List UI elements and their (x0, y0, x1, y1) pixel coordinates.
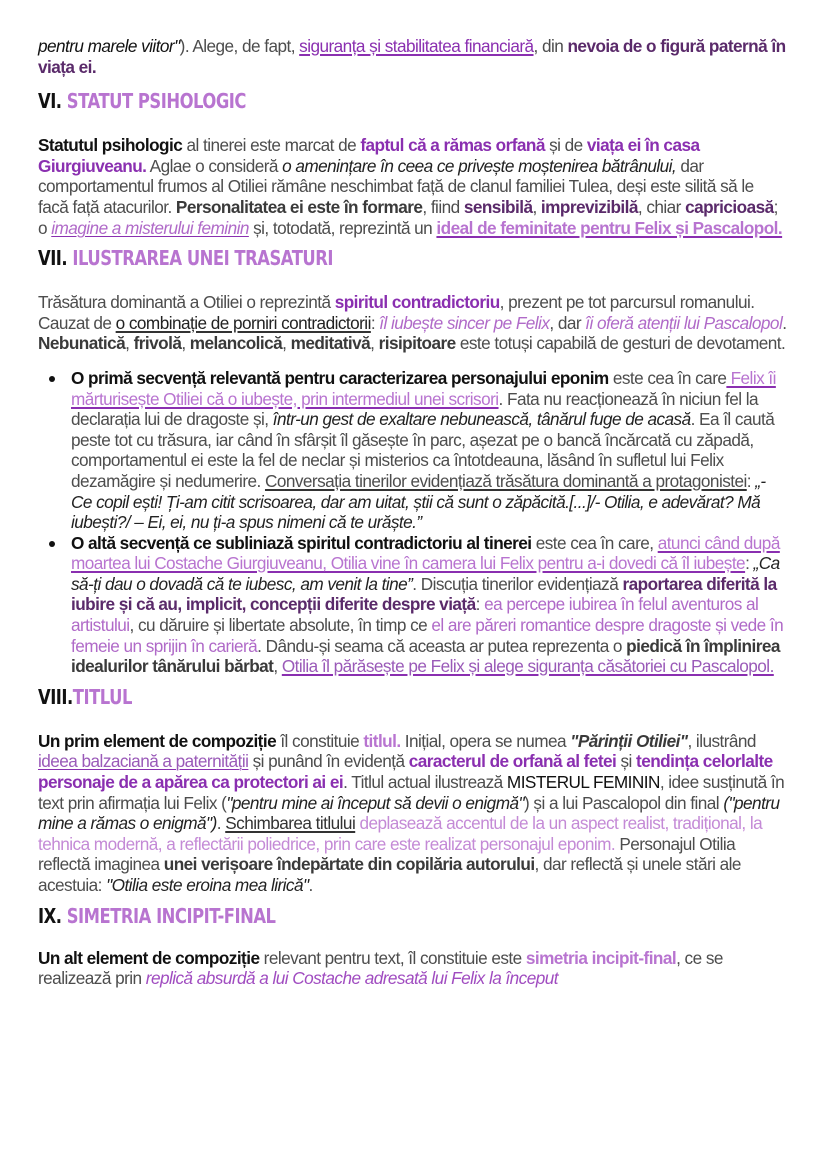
list-item: O primă secvență relevantă pentru caracterizarea personajului eponim este cea în care Felix îi mărturisește Otiliei că o iubește, prin intermediul unei scrisori. Fata nu reacționează în niciun fel la declarația lui de dragoste și, într-un gest de exaltare nebunească, tânărul fuge de acasă. Ea îl caută peste tot cu trăsura, iar când în sfârșit îl găsește în parc, așezat pe o bancă încărcată cu zăpadă, comportamentul ei este la fel de neclar și misterios ca întotdeauna, lăsând în sufletul lui Felix dezamăgire și nedumerire. Conversația tinerilor evidențiază trăsătura dominantă a protagonistei: „- Ce copil ești! Ți-am citit scrisoarea, dar am uitat, știi că sunt o zăpăcită.[...]/- Otilia, e adevărat? Mă iubești?/ – Ei, ei, nu ți-a spus nimeni că te urăște.” (71, 368, 788, 533)
section-vi-paragraph: Statutul psihologic al tinerei este marcat de faptul că a rămas orfană și de viața ei în casa Giurgiuveanu. Aglae o consideră o amenințare în ceea ce privește moștenirea bătrânului, dar comportamentul frumos al Otiliei rămâne neschimbat față de clanul familiei Tulea, deși este silită să le facă față atacurilor. Personalitatea ei este în formare, fiind sensibilă, imprevizibilă, chiar capricioasă; o imagine a misterului feminin și, totodată, reprezintă un ideal de feminitate pentru Felix și Pascalopol. (38, 135, 783, 238)
intro-highlight-link: siguranța și stabilitatea financiară (299, 36, 534, 56)
section-heading-viii (38, 685, 653, 709)
section-ix-paragraph: Un alt element de compoziție relevant pentru text, îl constituie este simetria incipit-final, ce se realizează prin replică absurdă a lui Costache adresată lui Felix la început (38, 947, 723, 989)
section-heading-vi (38, 89, 653, 113)
section-heading-ix (38, 904, 653, 928)
intro-emphasis: nevoia de o figură paternă în viața ei. (38, 36, 786, 77)
section-number: VI. (38, 89, 62, 114)
intro-quote-end: pentru marele viitor" (38, 36, 180, 56)
section-number: VII. (38, 246, 68, 271)
section-heading-vii (38, 246, 653, 270)
section-title: ILUSTRAREA UNEI TRASATURI (72, 246, 333, 271)
section-viii-paragraph: Un prim element de compoziție îl constituie titlul. Inițial, opera se numea "Părinții Otiliei", ilustrând ideea balzaciană a paternității și punând în evidență caracterul de orfană al fetei și tendința celorlalte personaje de a apărea ca protectori ai ei. Titlul actual ilustrează MISTERUL FEMININ, idee susținută în text prin afirmația lui Felix ("pentru mine ai început să devii o enigmă") și a lui Pascalopol din final ("pentru mine a rămas o enigmă"). Schimbarea titlului deplasează accentul de la un aspect realist, tradițional, la tehnica modernă, a reflectării poliedrice, prin care este realizat personajul eponim. Personajul Otilia reflectă imaginea unei verișoare îndepărtate din copilăria autorului, dar reflectă și unele stări ale acestuia: "Otilia este eroina mea lirică". (38, 730, 785, 895)
section-title: TITLUL (72, 684, 132, 709)
section-title: SIMETRIA INCIPIT-FINAL (66, 903, 276, 928)
section-number: IX. (38, 903, 62, 928)
section-number: VIII. (38, 684, 73, 709)
section-title: STATUT PSIHOLOGIC (66, 89, 246, 114)
list-item: O altă secvență ce subliniază spiritul contradictoriu al tinerei este cea în care, atunci când după moartea lui Costache Giurgiuveanu, Otilia vine în camera lui Felix pentru a-i dovedi că îl iubește: „Ca să-ți dau o dovadă că te iubesc, am venit la tine”. Discuția tinerilor evidențiază raportarea diferită la iubire și că au, implicit, concepții diferite despre viață: ea percepe iubirea în felul aventuros al artistului, cu dăruire și libertate absolute, în timp ce el are păreri romantice despre dragoste și vede în femeie un sprijin în carieră. Dându-și seama că aceasta ar putea reprezenta o piedică în împlinirea idealurilor tânărului bărbat, Otilia îl părăsește pe Felix și alege siguranța căsătoriei cu Pascalopol. (71, 533, 788, 677)
intro-paragraph: pentru marele viitor"). Alege, de fapt, siguranța și stabilitatea financiară, din nevoia de o figură paternă în viața ei. (38, 36, 786, 77)
section-vii-paragraph: Trăsătura dominantă a Otiliei o reprezintă spiritul contradictoriu, prezent pe tot parcursul romanului. Cauzat de o combinație de porniri contradictorii: îl iubește sincer pe Felix, dar îi oferă atenții lui Pascalopol. Nebunatică, frivolă, melancolică, meditativă, risipitoare este totuși capabilă de gesturi de devotament. (38, 292, 787, 354)
sequence-list (38, 368, 788, 677)
